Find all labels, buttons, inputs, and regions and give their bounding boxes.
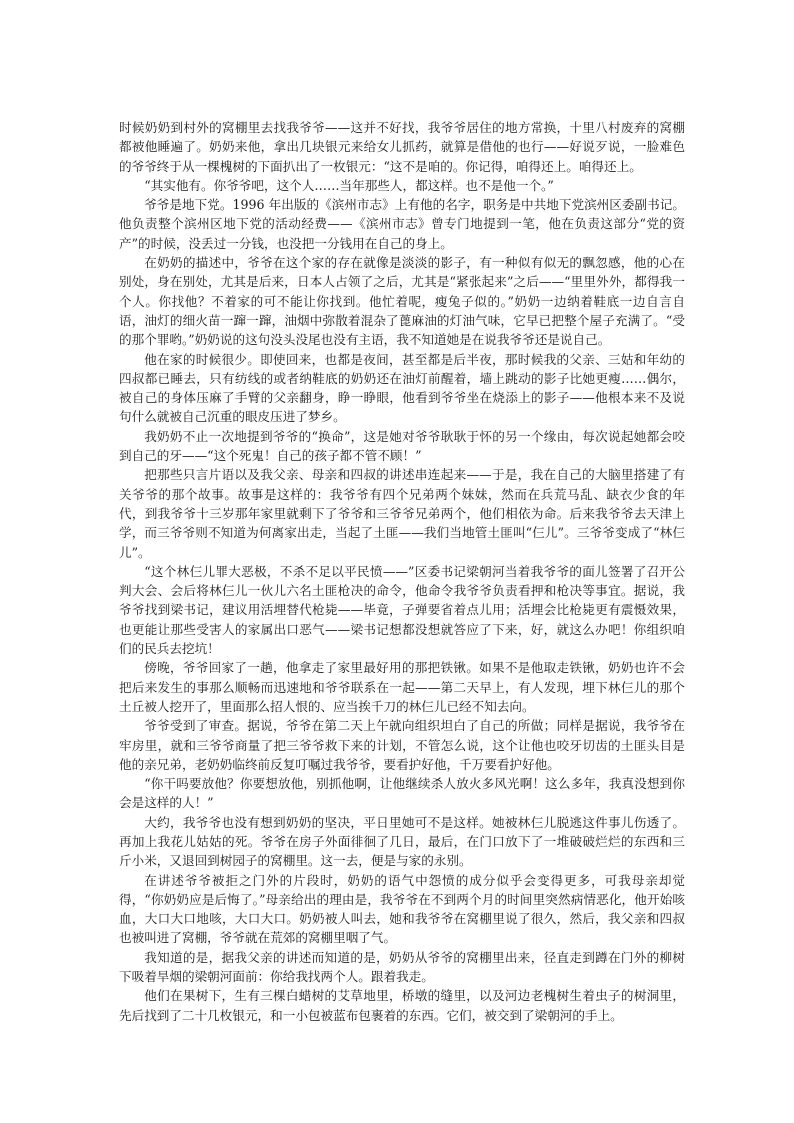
paragraph-13: 在讲述爷爷被拒之门外的片段时，奶奶的语气中怨愤的成分似乎会变得更多，可我母亲却觉得，“你奶奶应是后悔了。”母亲给出的理由是，我爷爷在不到两个月的时间里突然病情恶化，他开始咳血，大口大口地咳，大口大口。奶奶被人叫去，她和我爷爷在窝棚里说了很久，然后，我父亲和四叔也被叫进了窝棚，爷爷就在荒郊的窝棚里咽了气。 [119, 872, 685, 946]
paragraph-3: 爷爷是地下党。1996 年出版的《滨州市志》上有他的名字，职务是中共地下党滨州区委副书记。他负责整个滨州区地下党的活动经费——《滨州市志》曾专门地提到一笔，他在负责这部分“党的资产”的时候，没丢过一分钱，也没把一分钱用在自己的身上。 [119, 197, 685, 251]
document-body [119, 118, 685, 1025]
paragraph-4: 在奶奶的描述中，爷爷在这个家的存在就像是淡淡的影子，有一种似有似无的飘忽感，他的心在别处，身在别处，尤其是后来，日本人占领了之后，尤其是“紧张起来”之后——“里里外外，都得我一个人。你找他？不着家的可不能让你找到。他忙着呢，瘦兔子似的。”奶奶一边纳着鞋底一边自言自语，油灯的细火苗一蹿一蹿，油烟中弥散着混杂了蓖麻油的灯油气味，它早已把整个屋子充满了。“受的那个罪哟。”奶奶说的这句没头没尾也没有主语，我不知道她是在说我爷爷还是说自己。 [119, 255, 685, 348]
paragraph-1: 时候奶奶到村外的窝棚里去找我爷爷——这并不好找，我爷爷居住的地方常换，十里八村废弃的窝棚都被他睡遍了。奶奶来他，拿出几块银元来给女儿抓药，就算是借他的也行——好说歹说，一脸难色的爷爷终于从一棵槐树的下面扒出了一枚银元：“这不是咱的。你记得，咱得还上。咱得还上。 [119, 120, 685, 174]
paragraph-12: 大约，我爷爷也没有想到奶奶的坚决，平日里她可不是这样。她被林仨儿脱逃这件事儿伤透了。再加上我花儿姑姑的死。爷爷在房子外面徘徊了几日，最后，在门口放下了一堆破破烂烂的东西和三斤小米，又退回到树园子的窝棚里。这一去，便是与家的永别。 [119, 814, 685, 869]
paragraph-6: 我奶奶不止一次地提到爷爷的“换命”，这是她对爷爷耿耿于怀的另一个缘由，每次说起她都会咬到自己的牙——“这个死鬼！自己的孩子都不管不顾！” [119, 428, 685, 464]
paragraph-2: “其实他有。你爷爷吧，这个人……当年那些人，都这样。也不是他一个。” [144, 177, 554, 193]
paragraph-8: “这个林仨儿罪大恶极，不杀不足以平民愤——”区委书记梁朝河当着我爷爷的面儿签署了召开公判大会、会后将林仨儿一伙儿六名土匪枪决的命令，他命令我爷爷负责看押和枪决等事宜。据说，我爷爷找到梁书记，建议用活埋替代枪毙——毕竟，子弹要省着点儿用；活埋会比枪毙更有震慑效果，也更能让那些受害人的家属出口恶气——梁书记想都没想就答应了下来，好，就这么办吧！你组织咱们的民兵去挖坑！ [119, 563, 685, 657]
paragraph-14: 我知道的是，据我父亲的讲述而知道的是，奶奶从爷爷的窝棚里出来，径直走到蹲在门外的柳树下吸着旱烟的梁朝河面前：你给我找两个人。跟着我走。 [119, 949, 685, 985]
paragraph-10: 爷爷受到了审查。据说，爷爷在第二天上午就向组织坦白了自己的所做；同样是据说，我爷爷在牢房里，就和三爷爷商量了把三爷爷救下来的计划，不管怎么说，这个让他也咬牙切齿的土匪头目是他的亲兄弟，老奶奶临终前反复叮嘱过我爷爷，要看护好他，千万要看护好他。 [119, 718, 685, 772]
paragraph-11: “你干吗要放他？你要想放他，别抓他啊，让他继续杀人放火多风光啊！这么多年，我真没想到你会是这样的人！” [119, 776, 685, 811]
paragraph-15: 他们在果树下，生有三棵白蜡树的艾草地里，桥墩的缝里，以及河边老槐树生着虫子的树洞里，先后找到了二十几枚银元，和一小包被蓝布包裹着的东西。它们，被交到了梁朝河的手上。 [119, 988, 685, 1023]
paragraph-9: 傍晚，爷爷回家了一趟，他拿走了家里最好用的那把铁锹。如果不是他取走铁锹，奶奶也许不会把后来发生的事那么顺畅而迅速地和爷爷联系在一起——第二天早上，有人发现，埋下林仨儿的那个土丘被人挖开了，里面那么招人恨的、应当挨千刀的林仨儿已经不知去向。 [119, 660, 685, 714]
paragraph-7: 把那些只言片语以及我父亲、母亲和四叔的讲述串连起来——于是，我在自己的大脑里搭建了有关爷爷的那个故事。故事是这样的：我爷爷有四个兄弟两个妹妹，然而在兵荒马乱、缺衣少食的年代，到我爷爷十三岁那年家里就剩下了爷爷和三爷爷兄弟两个，他们相依为命。后来我爷爷去天津上学，而三爷爷则不知道为何离家出走，当起了土匪——我们当地管土匪叫“仨儿”。三爷爷变成了“林仨儿”。 [119, 467, 685, 560]
paragraph-5: 他在家的时候很少。即使回来，也都是夜间，甚至都是后半夜，那时候我的父亲、三姑和年幼的四叔都已睡去，只有纺线的或者纳鞋底的奶奶还在油灯前醒着，墙上跳动的影子比她更瘦……偶尔，被自己的身体压麻了手臂的父亲翻身，睁一睁眼，他看到爷爷坐在烧添上的影子——他根本来不及说句什么就被自己沉重的眼皮压进了梦乡。 [119, 351, 685, 425]
